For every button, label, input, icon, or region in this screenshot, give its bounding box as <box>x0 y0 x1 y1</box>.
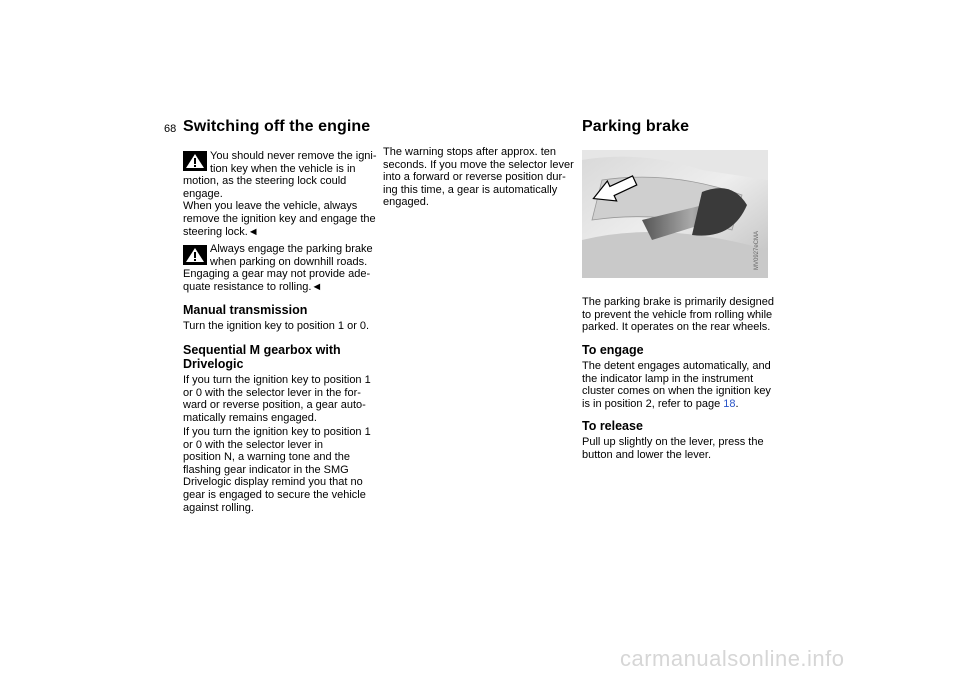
watermark: carmanualsonline.info <box>620 646 845 671</box>
engage-line3: cluster comes on when the ignition key <box>582 385 771 398</box>
page-number: 68 <box>164 123 177 135</box>
smg-para2-line7: against rolling. <box>183 501 254 514</box>
warning1-line6: remove the ignition key and engage the <box>183 213 376 225</box>
parking-brake-image <box>582 150 768 278</box>
pb-intro-line1: The parking brake is primarily designed <box>582 296 774 308</box>
to-engage-heading: To engage <box>582 343 644 357</box>
engage-line1: The detent engages automatically, and <box>582 360 771 372</box>
smg-para1-line3: ward or reverse position, a gear auto- <box>183 399 366 412</box>
section-title-switching-off: Switching off the engine <box>183 118 371 135</box>
engage-line4 <box>582 398 739 411</box>
release-line1: Pull up slightly on the lever, press the <box>582 436 764 448</box>
smg-para1-line4: matically remains engaged. <box>183 411 317 424</box>
smg-para2-line3: position N, a warning tone and the <box>183 451 350 464</box>
smg-para1-line2: or 0 with the selector lever in the for- <box>183 386 361 399</box>
smg-para2-line4: flashing gear indicator in the SMG <box>183 463 349 476</box>
smg-heading-line1: Sequential M gearbox with <box>183 343 341 357</box>
middle-line1: The warning stops after approx. ten <box>383 146 557 158</box>
to-release-heading: To release <box>582 419 643 433</box>
middle-line4: ing this time, a gear is automatically <box>383 183 558 196</box>
release-line2: button and lower the lever. <box>582 448 712 461</box>
warning-icon <box>183 151 207 171</box>
smg-heading-line2: Drivelogic <box>183 357 244 371</box>
engage-line2: the indicator lamp in the instrument <box>582 372 754 385</box>
warning2-line2: when parking on downhill roads. <box>210 255 368 268</box>
warning1-line7: steering lock.◄ <box>183 225 259 238</box>
manual-transmission-heading: Manual transmission <box>183 303 308 317</box>
warning2-line3: Engaging a gear may not provide ade- <box>183 268 371 281</box>
warning1-line1: You should never remove the igni- <box>210 150 377 162</box>
smg-para2-line1: If you turn the ignition key to position 1 <box>183 426 371 438</box>
warning1-line2: tion key when the vehicle is in <box>210 162 356 175</box>
engage-line4-period: . <box>735 397 739 410</box>
parking-brake-illustration <box>582 150 768 278</box>
manual-transmission-text: Turn the ignition key to position 1 or 0. <box>183 320 370 332</box>
pb-intro-line2: to prevent the vehicle from rolling while <box>582 308 773 321</box>
warning1-line3: motion, as the steering lock could <box>183 175 347 188</box>
smg-para2-line2: or 0 with the selector lever in <box>183 438 324 451</box>
warning1-line4: engage. <box>183 187 223 200</box>
middle-line2: seconds. If you move the selector lever <box>383 158 574 171</box>
smg-para2-line6: gear is engaged to secure the vehicle <box>183 489 366 501</box>
smg-para2-line5: Drivelogic display remind you that no <box>183 476 363 489</box>
warning2-line4: quate resistance to rolling.◄ <box>183 280 323 293</box>
middle-line5: engaged. <box>383 196 429 209</box>
smg-para1-line1: If you turn the ignition key to position 1 <box>183 374 371 386</box>
middle-line3: into a forward or reverse position dur- <box>383 171 566 184</box>
page-18-link[interactable]: 18 <box>723 397 736 410</box>
pb-intro-line3: parked. It operates on the rear wheels. <box>582 321 771 334</box>
warning1-line5: When you leave the vehicle, always <box>183 200 358 213</box>
engage-line4-text: is in position 2, refer to page <box>582 397 724 410</box>
image-code: MV0927eCMA <box>754 230 760 270</box>
warning-icon <box>183 245 207 265</box>
section-title-parking-brake: Parking brake <box>582 118 690 135</box>
warning2-line1: Always engage the parking brake <box>210 243 373 255</box>
